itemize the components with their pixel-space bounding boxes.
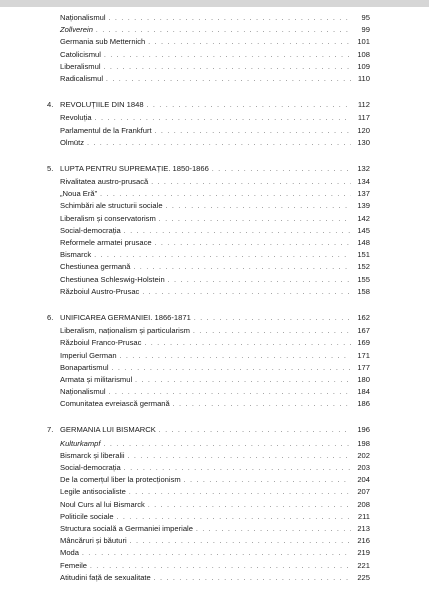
chapter-page-number: 162: [357, 312, 370, 322]
chapter-number: 4.: [47, 100, 54, 110]
dot-leader: [104, 50, 351, 62]
toc-entry[interactable]: [47, 560, 370, 572]
toc-entry-page-number: 180: [357, 374, 370, 384]
toc-entry[interactable]: [47, 474, 370, 486]
toc-entry[interactable]: [47, 200, 370, 212]
toc-entry-page-number: 198: [357, 438, 370, 448]
toc-entry-page-number: 120: [357, 125, 370, 135]
chapter-number: 5.: [47, 163, 54, 173]
chapter-heading[interactable]: [47, 163, 370, 175]
toc-entry-page-number: 208: [357, 499, 370, 509]
toc-entry[interactable]: [47, 486, 370, 498]
dot-leader: [106, 74, 351, 86]
chapter-number: 6.: [47, 312, 54, 322]
toc-entry-page-number: 152: [357, 262, 370, 272]
chapter-heading[interactable]: [47, 424, 370, 436]
toc-entry[interactable]: [47, 462, 370, 474]
toc-entry[interactable]: [47, 61, 370, 73]
dot-leader: [173, 399, 351, 411]
toc-entry-title: Moda: [60, 548, 79, 558]
toc-entry[interactable]: [47, 398, 370, 410]
toc-entry-title: Catolicismul: [60, 49, 101, 59]
toc-entry-title: Kulturkampf: [60, 438, 101, 448]
toc-entry-title: Zollverein: [60, 25, 93, 35]
toc-entry-title: Bonapartismul: [60, 362, 109, 372]
dot-leader: [130, 536, 351, 548]
dot-leader: [159, 425, 351, 437]
toc-entry-page-number: 151: [357, 250, 370, 260]
toc-entry-title: Parlamentul de la Frankfurt: [60, 125, 152, 135]
toc-entry[interactable]: [47, 547, 370, 559]
dot-leader: [155, 238, 351, 250]
toc-entry-title: „Noua Eră”: [60, 189, 98, 199]
toc-entry[interactable]: [47, 261, 370, 273]
toc-entry[interactable]: [47, 274, 370, 286]
chapter-heading[interactable]: [47, 99, 370, 111]
toc-entry-title: Radicalismul: [60, 73, 104, 83]
toc-entry-page-number: 219: [357, 548, 370, 558]
toc-entry[interactable]: [47, 499, 370, 511]
toc-entry-page-number: 213: [357, 523, 370, 533]
toc-entry[interactable]: [47, 188, 370, 200]
chapter-title: LUPTA PENTRU SUPREMAȚIE. 1850-1866: [60, 163, 209, 173]
toc-entry-title: Mâncăruri și băuturi: [60, 536, 127, 546]
toc-section: [47, 99, 370, 149]
dot-leader: [144, 338, 351, 350]
toc-entry-title: Structura socială a Germaniei imperiale: [60, 523, 193, 533]
toc-entry-page-number: 186: [357, 399, 370, 409]
dot-leader: [124, 226, 351, 238]
toc-entry-page-number: 110: [357, 73, 370, 83]
toc-entry-title: Naționalismul: [60, 13, 106, 22]
toc-entry[interactable]: [47, 450, 370, 462]
toc-entry-title: Războiul Austro-Prusac: [60, 286, 140, 296]
chapter-page-number: 132: [357, 163, 370, 173]
dot-leader: [142, 287, 351, 299]
toc-entry[interactable]: [47, 535, 370, 547]
toc-entry-page-number: 145: [357, 225, 370, 235]
toc-entry[interactable]: [47, 386, 370, 398]
toc-entry-title: Liberalismul: [60, 61, 101, 71]
toc-entry-page-number: 108: [357, 49, 370, 59]
toc-entry-title: Chestiunea Schleswig-Holstein: [60, 274, 165, 284]
toc-entry-page-number: 167: [357, 326, 370, 336]
toc-entry-page-number: 204: [357, 475, 370, 485]
toc-entry-page-number: 109: [357, 61, 370, 71]
toc-entry-page-number: 203: [357, 463, 370, 472]
toc-entry[interactable]: [47, 73, 370, 85]
toc-entry[interactable]: [47, 12, 370, 24]
toc-entry-title: Social-democrația: [60, 463, 121, 472]
toc-entry-page-number: 101: [357, 37, 370, 47]
toc-section: [47, 312, 370, 411]
toc-entry-title: Imperiul German: [60, 350, 117, 360]
toc-entry[interactable]: [47, 337, 370, 349]
toc-entry-page-number: 137: [357, 189, 370, 199]
toc-entry-page-number: 134: [357, 177, 370, 187]
toc-entry-page-number: 171: [357, 350, 370, 360]
toc-entry-page-number: 148: [357, 238, 370, 247]
toc-entry[interactable]: [47, 137, 370, 149]
toc-entry[interactable]: [47, 225, 370, 237]
table-of-contents: [47, 12, 370, 598]
toc-entry-page-number: 139: [357, 201, 370, 211]
dot-leader: [166, 201, 351, 213]
toc-entry[interactable]: [47, 24, 370, 36]
dot-leader: [154, 573, 351, 585]
toc-entry-title: Revoluția: [60, 113, 92, 123]
dot-leader: [212, 164, 351, 176]
chapter-number: 7.: [47, 425, 54, 435]
toc-entry[interactable]: [47, 523, 370, 535]
dot-leader: [104, 439, 351, 451]
dot-leader: [120, 351, 351, 363]
toc-entry-page-number: 155: [357, 274, 370, 284]
dot-leader: [129, 487, 351, 499]
toc-entry[interactable]: [47, 325, 370, 337]
toc-entry-title: Comunitatea evreiască germană: [60, 399, 170, 409]
toc-entry[interactable]: [47, 350, 370, 362]
toc-entry-page-number: 202: [357, 450, 370, 460]
toc-entry-page-number: 211: [357, 511, 370, 521]
dot-leader: [104, 62, 351, 74]
toc-entry-title: Germania sub Metternich: [60, 37, 146, 47]
toc-entry[interactable]: [47, 36, 370, 48]
toc-entry-page-number: 99: [361, 25, 370, 35]
toc-entry-title: Bismarck și liberalii: [60, 450, 125, 460]
chapter-page-number: 196: [357, 425, 370, 435]
chapter-title: REVOLUȚIILE DIN 1848: [60, 100, 144, 110]
toc-entry[interactable]: [47, 49, 370, 61]
dot-leader: [184, 475, 351, 487]
dot-leader: [168, 275, 351, 287]
dot-leader: [147, 100, 351, 112]
dot-leader: [109, 13, 351, 25]
toc-entry-page-number: 142: [357, 213, 370, 223]
toc-entry-title: Legile antisocialiste: [60, 487, 126, 497]
toc-entry-title: Chestiunea germană: [60, 262, 131, 272]
toc-entry-title: Bismarck: [60, 250, 92, 260]
toc-entry[interactable]: [47, 112, 370, 124]
dot-leader: [194, 313, 351, 325]
toc-entry[interactable]: [47, 374, 370, 386]
toc-entry-title: Social-democrația: [60, 225, 121, 235]
toc-entry[interactable]: [47, 572, 370, 584]
toc-entry-page-number: 95: [361, 13, 370, 22]
chapter-title: UNIFICAREA GERMANIEI. 1866-1871: [60, 312, 191, 322]
toc-entry[interactable]: [47, 249, 370, 261]
dot-leader: [112, 363, 351, 375]
toc-entry-title: Naționalismul: [60, 387, 106, 397]
toc-entry-page-number: 221: [357, 560, 370, 570]
dot-leader: [159, 214, 351, 226]
toc-entry-page-number: 207: [357, 487, 370, 497]
dot-leader: [155, 126, 351, 138]
dot-leader: [148, 37, 351, 49]
toc-entry[interactable]: [47, 438, 370, 450]
toc-entry-title: Liberalism, naționalism și particularism: [60, 326, 190, 336]
toc-section: [47, 424, 370, 583]
toc-entry[interactable]: [47, 125, 370, 137]
toc-entry-title: Schimbări ale structurii sociale: [60, 201, 163, 211]
toc-entry[interactable]: [47, 286, 370, 298]
chapter-heading[interactable]: [47, 312, 370, 324]
toc-entry-title: Rivalitatea austro-prusacă: [60, 177, 149, 187]
toc-section: [47, 163, 370, 298]
toc-entry-page-number: 130: [357, 137, 370, 147]
toc-section: [47, 12, 370, 85]
toc-entry[interactable]: [47, 176, 370, 188]
toc-entry-page-number: 216: [357, 536, 370, 546]
toc-entry-title: Liberalism și conservatorism: [60, 213, 156, 223]
dot-leader: [87, 138, 351, 150]
dot-leader: [135, 375, 351, 387]
dot-leader: [196, 524, 351, 536]
toc-entry-title: Olmütz: [60, 137, 85, 147]
toc-entry[interactable]: [47, 213, 370, 225]
toc-entry[interactable]: [47, 237, 370, 249]
chapter-page-number: 112: [357, 100, 370, 110]
toc-entry-page-number: 177: [357, 362, 370, 372]
toc-entry[interactable]: [47, 362, 370, 374]
chapter-title: GERMANIA LUI BISMARCK: [60, 425, 156, 435]
toc-entry-title: Războiul Franco-Prusac: [60, 338, 142, 348]
toc-entry[interactable]: [47, 511, 370, 523]
toc-entry-title: Reformele armatei prusace: [60, 238, 152, 247]
dot-leader: [193, 326, 351, 338]
dot-leader: [128, 451, 351, 463]
toc-entry-title: De la comerțul liber la protecționism: [60, 475, 181, 485]
toc-entry-title: Noul Curs al lui Bismarck: [60, 499, 145, 509]
dot-leader: [134, 262, 352, 274]
toc-entry-title: Femeile: [60, 560, 88, 570]
toc-entry-title: Atitudini față de sexualitate: [60, 572, 151, 582]
toc-entry-page-number: 184: [357, 387, 370, 397]
toc-entry-title: Politicile sociale: [60, 511, 114, 521]
toc-entry-title: Armata și militarismul: [60, 374, 133, 384]
toc-entry-page-number: 225: [357, 572, 370, 582]
toc-entry-page-number: 169: [357, 338, 370, 348]
dot-leader: [82, 548, 351, 560]
toc-entry-page-number: 117: [357, 113, 370, 123]
dot-leader: [94, 250, 351, 262]
viewer-top-bar: [0, 0, 429, 7]
toc-entry-page-number: 158: [357, 286, 370, 296]
dot-leader: [148, 500, 351, 512]
dot-leader: [151, 177, 351, 189]
